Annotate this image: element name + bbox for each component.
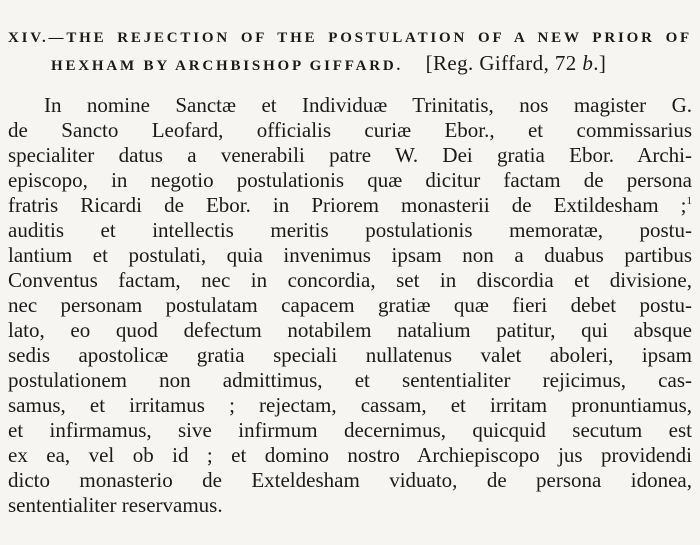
text-line: Conventus factam, nec in concordia, set in discordia et divisione, (8, 268, 692, 292)
footnote-marker: 1 (686, 195, 692, 207)
text-line: nec personam postulatam capacem gratiæ quæ fieri debet postu- (8, 293, 692, 317)
heading-title-end: HEXHAM BY ARCHBISHOP GIFFARD. (51, 58, 404, 74)
document-page (8, 26, 692, 518)
text-line: et infirmamus, sive infirmum decernimus, quicquid secutum est (8, 418, 692, 442)
text-line-content: fratris Ricardi de Ebor. in Priorem monasterii de Extildesham ; (8, 193, 687, 217)
text-line: samus, et irritamus ; rejectam, cassam, et irritam pronuntiamus, (8, 393, 692, 417)
heading-line-1: XIV.—THE REJECTION OF THE POSTULATION OF A NEW PRIOR OF (8, 30, 692, 46)
register-reference-suffix: .] (593, 51, 607, 75)
text-line: de Sancto Leofard, officialis curiæ Ebor., et commissarius (8, 118, 692, 142)
text-line: ex ea, vel ob id ; et domino nostro Archiepiscopo jus providendi (8, 443, 692, 467)
text-line: lantium et postulati, quia invenimus ipsam non a duabus partibus (8, 243, 692, 267)
text-line: specialiter datus a venerabili patre W. Dei gratia Ebor. Archi- (8, 143, 692, 167)
text-line-with-footnote (8, 193, 692, 218)
text-line: In nomine Sanctæ et Individuæ Trinitatis, nos magister G. (44, 93, 692, 117)
text-line: lato, eo quod defectum notabilem natalium patitur, qui absque (8, 318, 692, 342)
register-reference (426, 51, 607, 75)
register-reference-folio: b (582, 51, 594, 75)
text-line: dicto monasterio de Exteldesham viduato, de persona idonea, (8, 468, 692, 492)
text-line: postulationem non admittimus, et sententialiter rejicimus, cas- (8, 368, 692, 392)
section-heading (8, 26, 692, 79)
text-line: auditis et intellectis meritis postulationis memoratæ, postu- (8, 218, 692, 242)
register-reference-prefix: [Reg. Giffard, 72 (425, 51, 583, 75)
latin-text-body (8, 93, 692, 518)
text-line: sedis apostolicæ gratia speciali nullatenus valet aboleri, ipsam (8, 343, 692, 367)
text-line: sententialiter reservamus. (8, 493, 223, 517)
text-line: episcopo, in negotio postulationis quæ dicitur factam de persona (8, 168, 692, 192)
heading-line-2 (8, 51, 692, 79)
